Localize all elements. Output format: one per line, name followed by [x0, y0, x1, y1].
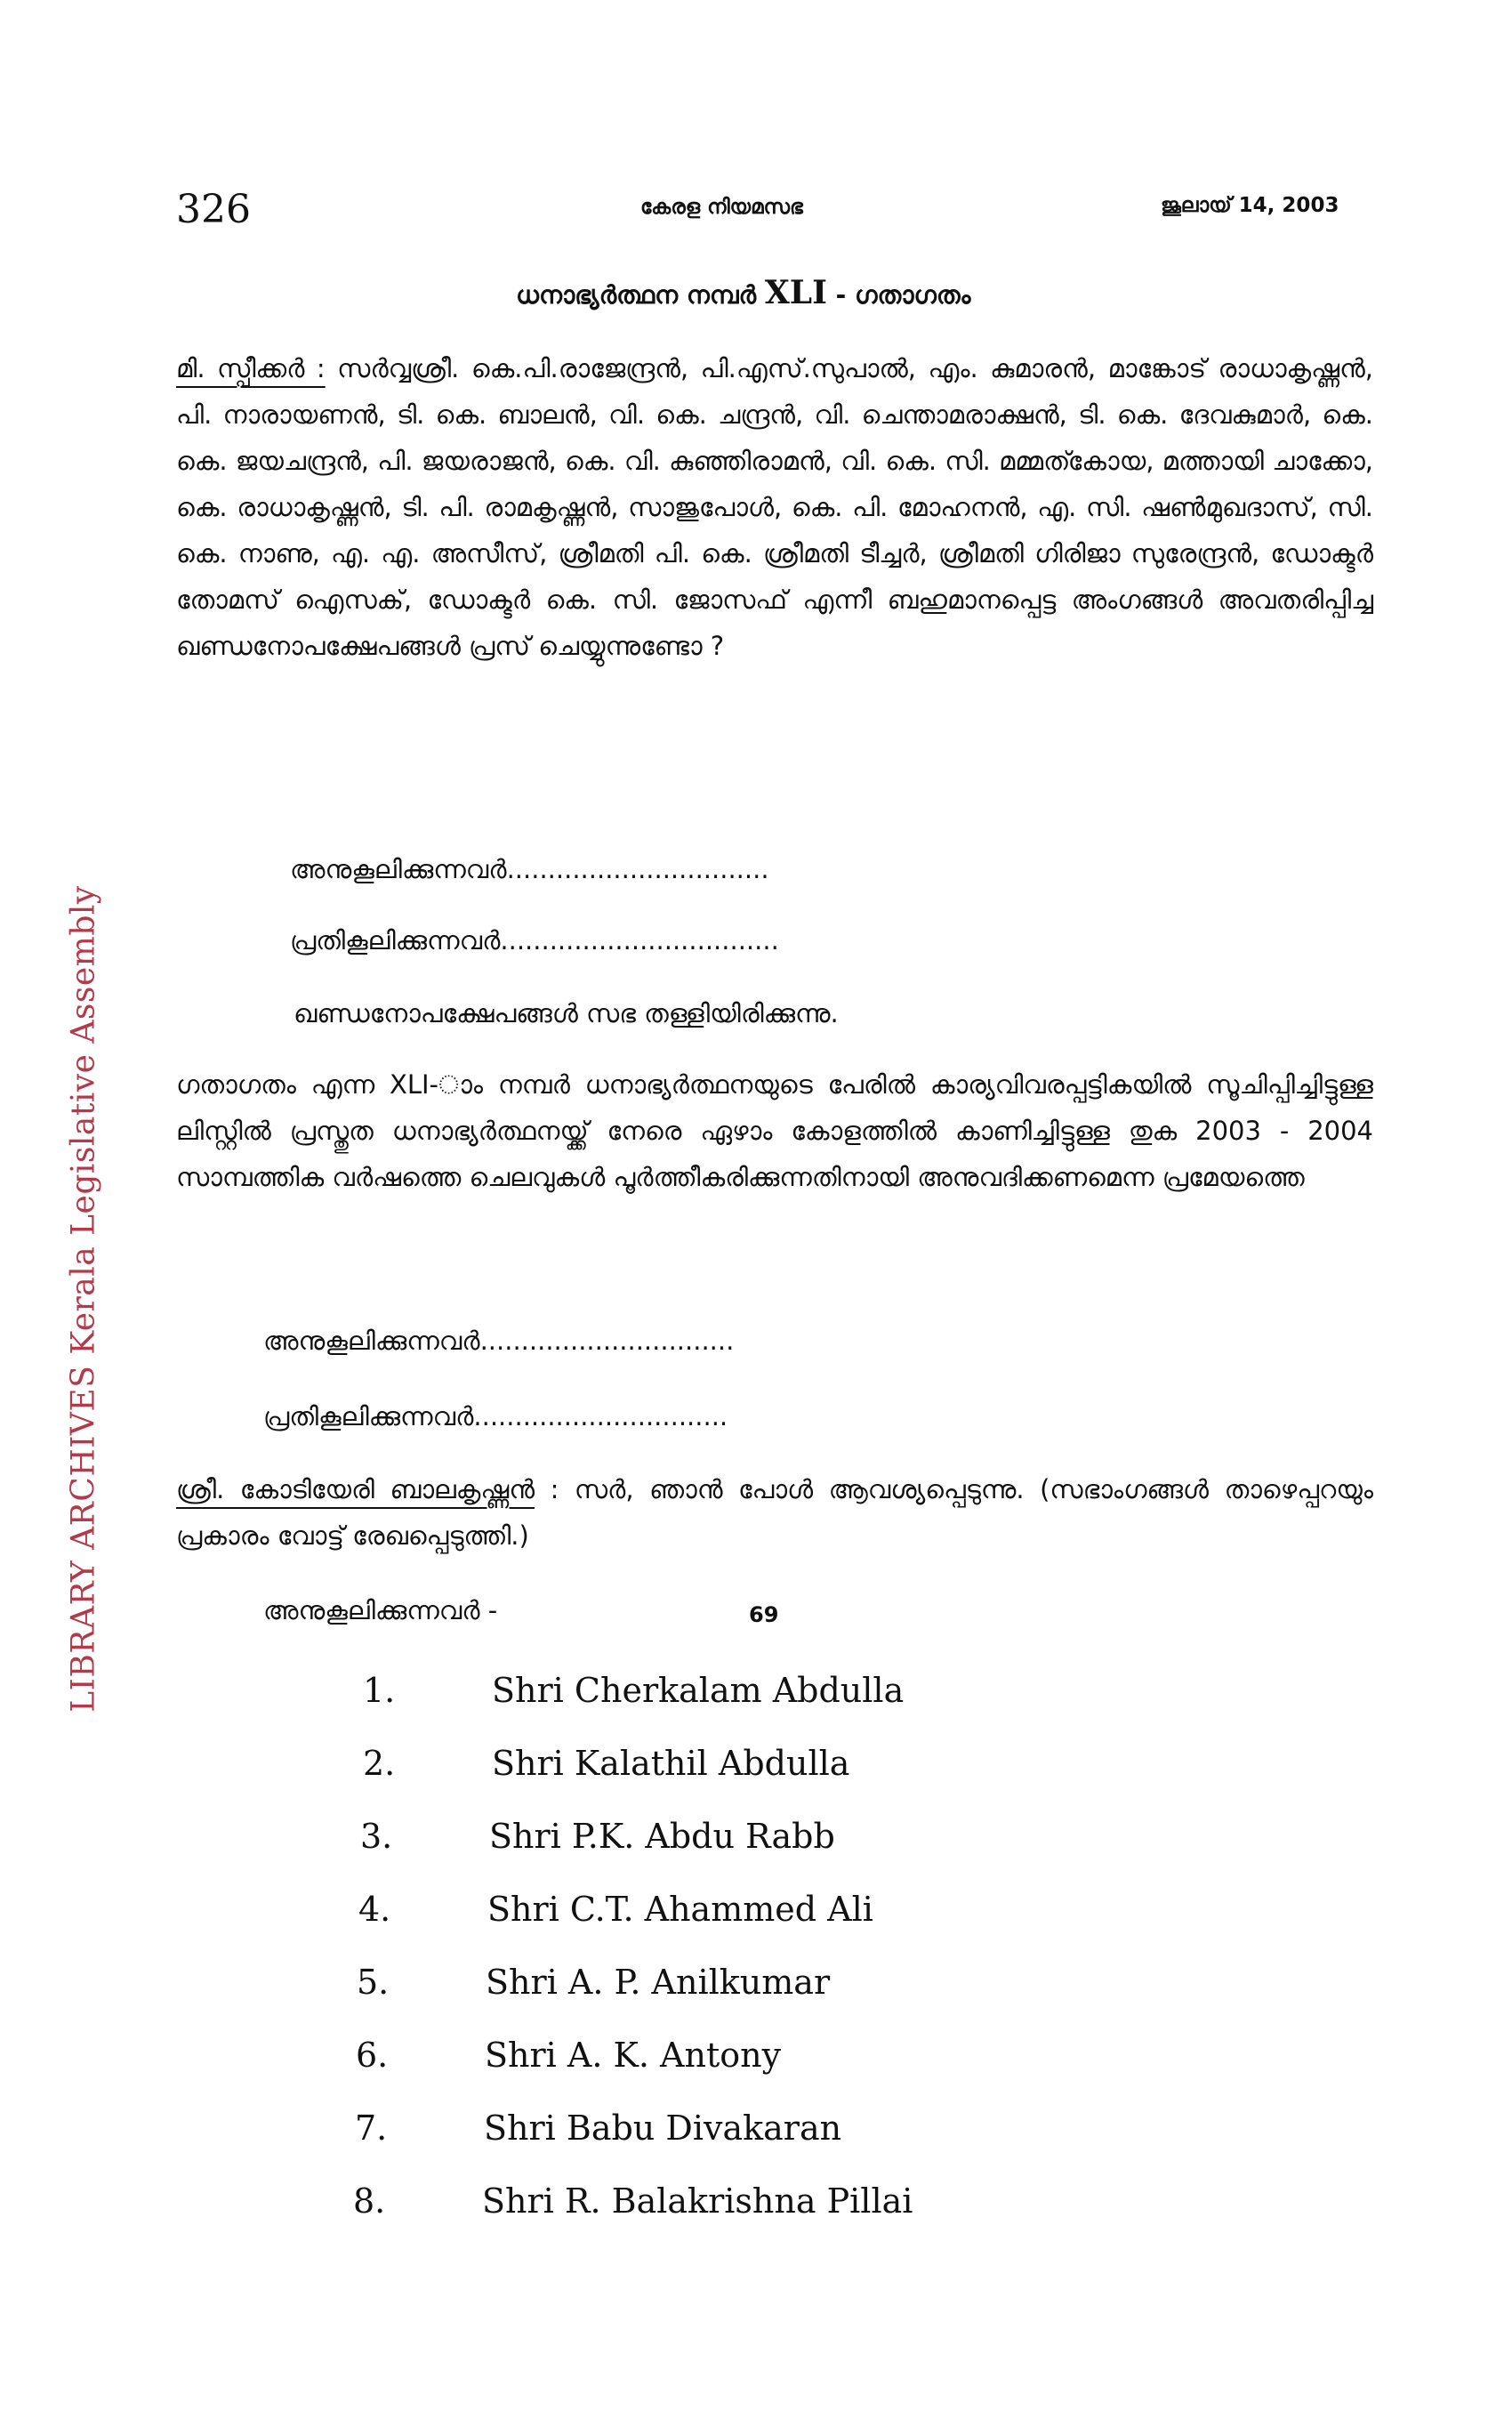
poll-request-text: : സർ, ഞാൻ പോൾ ആവശ്യപ്പെടുന്നു. (സഭാംഗങ്ങൾ താഴെപ്പറയും പ്രകാരം വോട്ട് രേഖപ്പെടുത്തി.)	[176, 1474, 1373, 1551]
ayes-count	[263, 1595, 779, 1627]
vote1-ayes: അനുകൂലിക്കുന്നവർ................................	[290, 854, 769, 884]
title-suffix: - ഗതാഗതം	[826, 280, 971, 310]
member-number: 6.	[356, 2036, 389, 2075]
cut-motions-rejected: ഖണ്ഡനോപക്ഷേപങ്ങൾ സഭ തള്ളിയിരിക്കുന്നു.	[294, 998, 839, 1028]
member-name: Shri C.T. Ahammed Ali	[487, 1890, 873, 1929]
title-prefix: ധനാഭ്യർത്ഥന നമ്പർ	[516, 280, 765, 310]
poll-requester-name: ശ്രീ. കോടിയേരി ബാലകൃഷ്ണൻ	[176, 1474, 535, 1504]
page-number: 326	[176, 187, 251, 232]
member-name: Shri Babu Divakaran	[484, 2109, 842, 2148]
member-number: 5.	[357, 1963, 390, 2002]
member-number: 2.	[363, 1744, 396, 1783]
vote2-noes: പ്രതികൂലിക്കുന്നവർ...............................	[263, 1401, 728, 1431]
header-house-name: കേരള നിയമസഭ	[640, 196, 803, 219]
member-number: 4.	[358, 1890, 391, 1929]
member-name: Shri A. P. Anilkumar	[486, 1963, 831, 2002]
header-date: ജൂലായ് 14, 2003	[1161, 194, 1339, 217]
member-name: Shri P.K. Abdu Rabb	[489, 1817, 835, 1856]
vote1-noes: പ്രതികൂലിക്കുന്നവർ..................................	[290, 925, 779, 956]
speaker-text: സർവ്വശ്രീ. കെ.പി.രാജേന്ദ്രൻ, പി.എസ്.സുപാൽ, എം. കുമാരൻ, മാങ്കോട് രാധാകൃഷ്ണൻ, പി. നാരായണൻ, ടി. കെ. ബാലൻ, വി. കെ. ചന്ദ്രൻ, വി. ചെന്താമരാക്ഷൻ, ടി. കെ. ദേവകുമാർ, കെ. കെ. ജയചന്ദ്രൻ, പി. ജയരാജൻ, കെ. വി. കുഞ്ഞിരാമൻ, വി. കെ. സി. മമ്മത്കോയ, മത്തായി ചാക്കോ, കെ. രാധാകൃഷ്ണൻ, ടി. പി. രാമകൃഷ്ണൻ, സാജുപോൾ, കെ. പി. മോഹനൻ, എ. സി. ഷൺമുഖദാസ്, സി. കെ. നാണു, എ. എ. അസീസ്, ശ്രീമതി പി. കെ. ശ്രീമതി ടീച്ചർ, ശ്രീമതി ഗിരിജാ സുരേന്ദ്രൻ, ഡോക്ടർ തോമസ് ഐസക്, ഡോക്ടർ കെ. സി. ജോസഫ് എന്നീ ബഹുമാനപ്പെട്ട അംഗങ്ങൾ അവതരിപ്പിച്ച ഖണ്ഡനോപക്ഷേപങ്ങൾ പ്രസ് ചെയ്യുന്നുണ്ടോ ?	[176, 353, 1373, 661]
library-watermark: LIBRARY ARCHIVES Kerala Legislative Assembly	[65, 885, 102, 1713]
title-demand-number: XLI	[764, 274, 827, 311]
speaker-paragraph	[176, 345, 1373, 669]
member-name: Shri A. K. Antony	[485, 2036, 782, 2075]
member-name: Shri Kalathil Abdulla	[492, 1744, 850, 1783]
speaker-label: മി. സ്പീക്കർ :	[176, 353, 326, 383]
member-name: Shri R. Balakrishna Pillai	[482, 2181, 913, 2221]
section-title	[516, 274, 970, 311]
poll-request-paragraph	[176, 1466, 1373, 1559]
ayes-count-label: അനുകൂലിക്കുന്നവർ -	[263, 1595, 498, 1625]
demand-motion-paragraph: ഗതാഗതം എന്ന XLI-ാം നമ്പർ ധനാഭ്യർത്ഥനയുടെ പേരിൽ കാര്യവിവരപ്പട്ടികയിൽ സൂചിപ്പിച്ചിട്ടുള്ള ലിസ്റ്റിൽ പ്രസ്തുത ധനാഭ്യർത്ഥനയ്ക്ക് നേരെ ഏഴാം കോളത്തിൽ കാണിച്ചിട്ടുള്ള തുക 2003 - 2004 സാമ്പത്തിക വർഷത്തെ ചെലവുകൾ പൂർത്തീകരിക്കുന്നതിനായി അനുവദിക്കണമെന്ന പ്രമേയത്തെ	[176, 1069, 1373, 1192]
member-name: Shri Cherkalam Abdulla	[492, 1671, 905, 1710]
member-number: 8.	[353, 2181, 386, 2221]
member-number: 3.	[360, 1817, 393, 1856]
member-number: 1.	[363, 1671, 396, 1710]
vote2-ayes: അനുകൂലിക്കുന്നവർ...............................	[263, 1326, 735, 1356]
ayes-count-value: 69	[749, 1602, 779, 1627]
member-number: 7.	[355, 2109, 388, 2148]
